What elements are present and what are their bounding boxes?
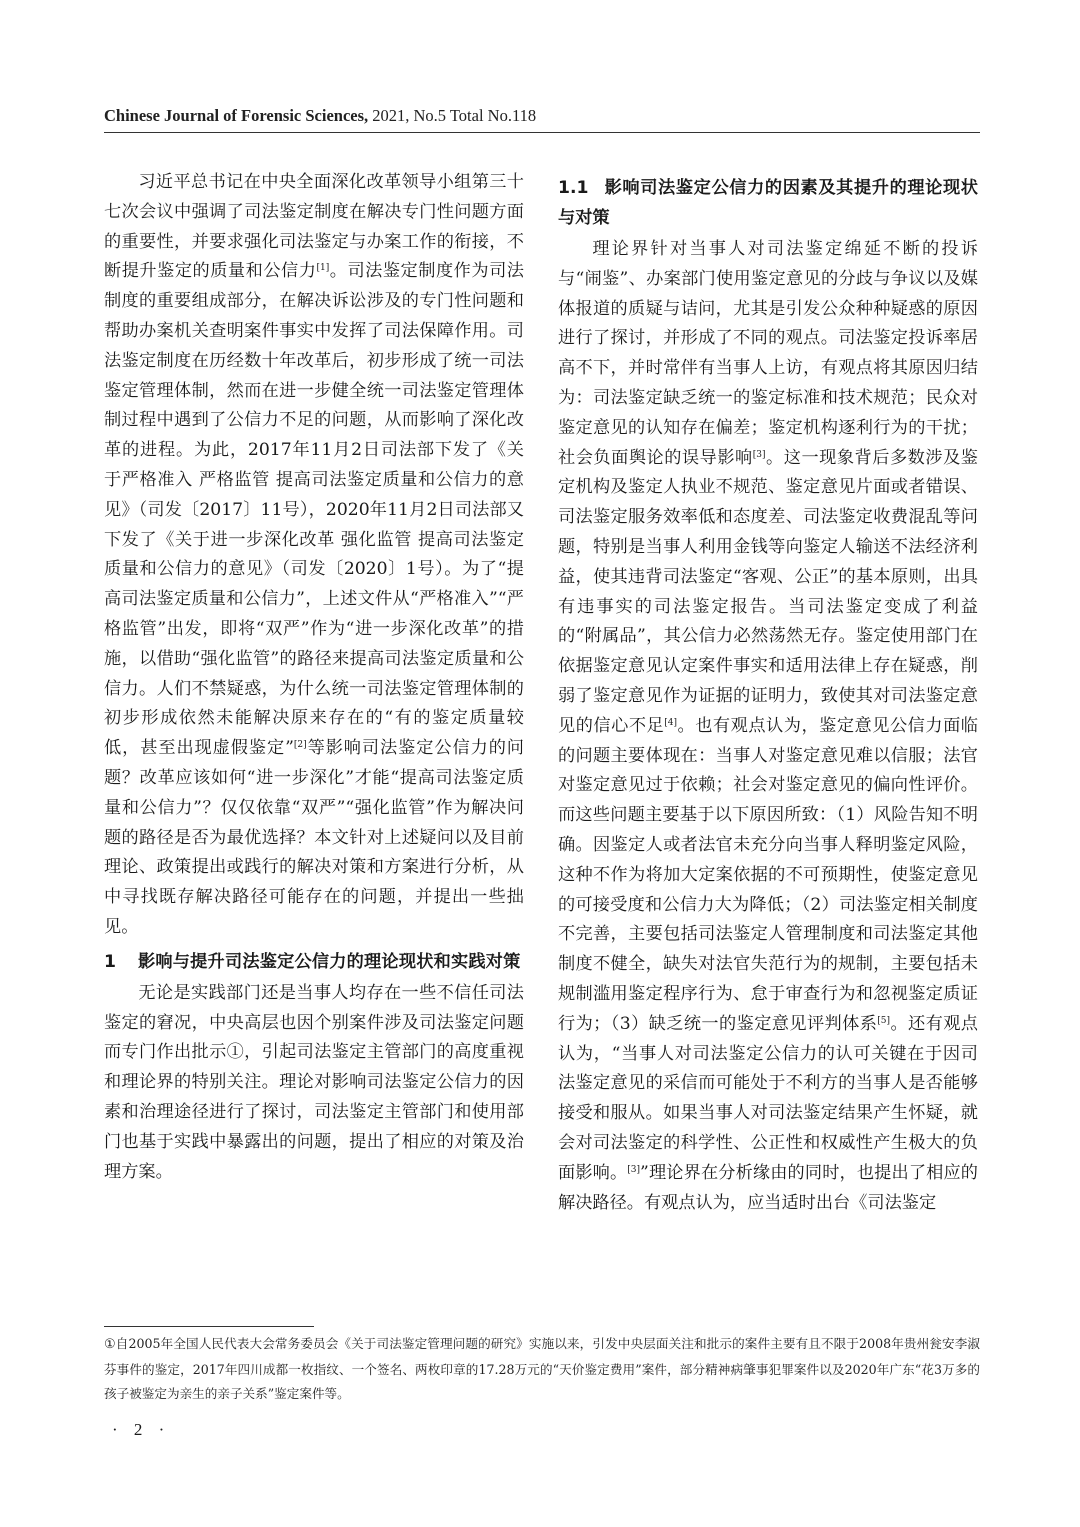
page-number: · 2 ·	[112, 1420, 171, 1439]
footnote-ref: ①	[226, 1042, 245, 1063]
citation-ref: [1]	[316, 263, 330, 274]
text-span: 。司法鉴定制度作为司法制度的重要组成部分，在解决诉讼涉及的专门性问题和帮助办案机关查明案件事实中发挥了司法保障作用。司法鉴定制度在历经数十年改革后，初步形成了统一司法鉴定管理体制，然而在进一步健全统一司法鉴定管理体制过程中遇到了公信力不足的问题，从而影响了深化改革的进程。为此，2017年11月2日司法部下发了《关于严格准入 严格监管 提高司法鉴定质量和公信力的意见》（司发〔2017〕11号），2020年11月2日司法部又下发了《关于进一步深化改革 强化监管 提高司法鉴定质量和公信力的意见》（司发〔2020〕1号）。为了“提高司法鉴定质量和公信力”，上述文件从“严格准入”“严格监管”出发，即将“双严”作为“进一步深化改革”的措施，以借助“强化监管”的路径来提高司法鉴定质量和公信力。人们不禁疑惑，为什么统一司法鉴定管理体制的初步形成依然未能解决原来存在的“有的鉴定质量较低，甚至出现虚假鉴定”	[104, 261, 524, 759]
running-header	[104, 106, 984, 126]
section-number: 1	[104, 951, 117, 972]
footnote-text: 自2005年全国人民代表大会常务委员会《关于司法鉴定管理问题的研究》实施以来，引发中央层面关注和批示的案件主要有且不限于2008年贵州瓮安李淑芬事件的鉴定，2017年四川成都一枚指纹、一个签名、两枚印章的17.28万元的“天价鉴定费用”案件，部分精神病肇事犯罪案件以及2020年广东“花3万多的孩子被鉴定为亲生的亲子关系”鉴定案件等。	[104, 1336, 980, 1401]
text-span: ”理论界在分析缘由的同时，也提出了相应的解决路径。有观点认为，应当适时出台《司法鉴定	[558, 1162, 978, 1213]
section-heading	[104, 947, 524, 977]
citation-ref: [2]	[293, 740, 307, 751]
left-column	[104, 168, 524, 1187]
citation-ref: [5]	[877, 1015, 891, 1026]
text-span: 。也有观点认为，鉴定意见公信力面临的问题主要体现在：当事人对鉴定意见难以信服；法官对鉴定意见过于依赖；社会对鉴定意见的偏向性评价。而这些问题主要基于以下原因所致：（1）风险告知不明确。因鉴定人或者法官未充分向当事人释明鉴定风险，这种不作为将加大定案依据的不可预期性，使鉴定意见的可接受度和公信力大为降低；（2）司法鉴定相关制度不完善，主要包括司法鉴定人管理制度和司法鉴定其他制度不健全，缺失对法官失范行为的规制，主要包括未规制滥用鉴定程序行为、怠于审查行为和忽视鉴定质证行为；（3）缺乏统一的鉴定意见评判体系	[558, 715, 978, 1034]
section-title: 影响与提升司法鉴定公信力的理论现状和实践对策	[138, 951, 521, 972]
subsection-heading	[558, 173, 978, 233]
intro-paragraph	[104, 168, 524, 943]
subsection-number: 1.1	[558, 178, 589, 198]
subsection-paragraph	[558, 235, 978, 1218]
text-span: 等影响司法鉴定公信力的问题？改革应该如何“进一步深化”才能“提高司法鉴定质量和公信力”？仅仅依靠“双严”“强化监管”作为解决问题的路径是否为最优选择？本文针对上述疑问以及目前理论、政策提出或践行的解决对策和方案进行分析，从中寻找既存解决路径可能存在的问题，并提出一些拙见。	[104, 738, 524, 937]
footnote-rule	[104, 1326, 314, 1327]
citation-ref: [4]	[664, 717, 677, 728]
text-span: 无论是实践部门还是当事人均存在一些不信任司法鉴定的窘况，中央高层也因个别案件涉及司法鉴定问题而专门作出批示	[104, 982, 524, 1063]
subsection-title: 影响司法鉴定公信力的因素及其提升的理论现状与对策	[558, 178, 978, 228]
citation-ref: [3]	[627, 1164, 641, 1175]
header-rule	[104, 132, 980, 133]
citation-ref: [3]	[752, 449, 766, 460]
text-span: 。还有观点认为，“当事人对司法鉴定公信力的认可关键在于因司法鉴定意见的采信而可能处于不利方的当事人是否能够接受和服从。如果当事人对司法鉴定结果产生怀疑，就会对司法鉴定的科学性、公正性和权威性产生极大的负面影响。	[558, 1013, 978, 1183]
text-span: 理论界针对当事人对司法鉴定绵延不断的投诉与“闹鉴”、办案部门使用鉴定意见的分歧与争议以及媒体报道的质疑与诘问，尤其是引发公众种种疑惑的原因进行了探讨，并形成了不同的观点。司法鉴定投诉率居高不下，并时常伴有当事人上访，有观点将其原因归结为：司法鉴定缺乏统一的鉴定标准和技术规范；民众对鉴定意见的认知存在偏差；鉴定机构逐利行为的干扰；社会负面舆论的误导影响	[558, 239, 978, 468]
text-span: 习近平总书记在中央全面深化改革领导小组第三十七次会议中强调了司法鉴定制度在解决专门性问题方面的重要性，并要求强化司法鉴定与办案工作的衔接，不断提升鉴定的质量和公信力	[104, 172, 524, 282]
section-paragraph	[104, 979, 524, 1188]
issue-info: 2021, No.5 Total No.118	[372, 106, 537, 125]
footnote-mark: ①	[104, 1337, 116, 1352]
text-span: ，引起司法鉴定主管部门的高度重视和理论界的特别关注。理论对影响司法鉴定公信力的因素和治理途径进行了探讨，司法鉴定主管部门和使用部门也基于实践中暴露出的问题，提出了相应的对策及治理方案。	[104, 1042, 524, 1182]
right-column	[558, 173, 978, 1218]
text-span: 。这一现象背后多数涉及鉴定机构及鉴定人执业不规范、鉴定意见片面或者错误、司法鉴定服务效率低和态度差、司法鉴定收费混乱等问题，特别是当事人利用金钱等向鉴定人输送不法经济利益，使其违背司法鉴定“客观、公正”的基本原则，出具有违事实的司法鉴定报告。当司法鉴定变成了利益的“附属品”，其公信力必然荡然无存。鉴定使用部门在依据鉴定意见认定案件事实和适用法律上存在疑惑，削弱了鉴定意见作为证据的证明力，致使其对司法鉴定意见的信心不足	[558, 447, 978, 736]
journal-name: Chinese Journal of Forensic Sciences,	[104, 106, 369, 125]
footnote	[104, 1332, 980, 1407]
